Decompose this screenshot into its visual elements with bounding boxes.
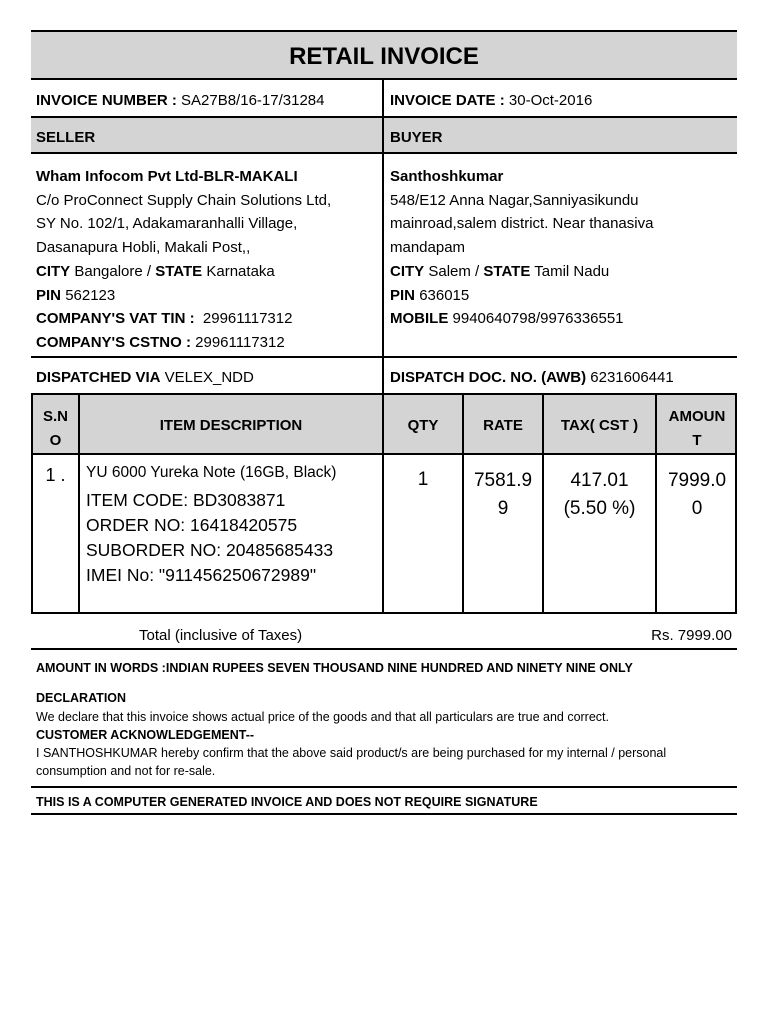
invoice-date-value: 30-Oct-2016	[508, 92, 593, 109]
item-name: YU 6000 Yureka Note (16GB, Black)	[86, 464, 337, 481]
row-description	[86, 464, 336, 588]
seller-cst: COMPANY'S CSTNO : 29961117312	[36, 333, 285, 351]
row-amount: 7999.0 0	[667, 470, 727, 519]
table-bottom-line	[31, 612, 737, 614]
th-qty: QTY	[407, 417, 439, 434]
top-divider	[382, 80, 384, 393]
party-header-bar	[31, 116, 737, 154]
invoice-date-label: INVOICE DATE :	[390, 92, 505, 109]
invoice-number-value: SA27B8/16-17/31284	[181, 92, 325, 109]
invoice-date	[390, 92, 592, 109]
seller-vat: COMPANY'S VAT TIN : 29961117312	[36, 310, 293, 328]
buyer-address-line: mandapam	[390, 239, 466, 257]
th-sno: S.N O	[42, 408, 68, 449]
acknowledgement-line: consumption and not for re-sale.	[36, 764, 216, 778]
buyer-address-line: 548/E12 Anna Nagar,Sanniyasikundu	[390, 191, 639, 209]
buyer-block	[390, 165, 653, 331]
seller-address-line: SY No. 102/1, Adakamaranhalli Village,	[36, 215, 298, 233]
imei-no: IMEI No: "911456250672989"	[86, 565, 317, 585]
th-description: ITEM DESCRIPTION	[159, 417, 303, 434]
buyer-mobile: MOBILE 9940640798/9976336551	[390, 310, 624, 328]
seller-pin: PIN 562123	[36, 286, 116, 304]
declaration-title: DECLARATION	[36, 691, 127, 705]
row-tax: 417.01 (5.50 %)	[563, 470, 636, 519]
invoice-number-label: INVOICE NUMBER :	[36, 92, 177, 109]
total-value: Rs. 7999.00	[651, 627, 732, 644]
buyer-address-line: mainroad,salem district. Near thanasiva	[390, 215, 654, 233]
th-rate: RATE	[483, 417, 523, 434]
seller-header: SELLER	[36, 129, 96, 146]
total-label: Total (inclusive of Taxes)	[139, 627, 303, 644]
declaration-text: We declare that this invoice shows actual price of the goods and that all particulars are true and correct.	[36, 710, 609, 724]
footer-note: THIS IS A COMPUTER GENERATED INVOICE AND DOES NOT REQUIRE SIGNATURE	[36, 795, 538, 809]
th-tax: TAX( CST )	[560, 417, 639, 434]
total-bottom-line	[31, 648, 737, 650]
seller-address-line: Dasanapura Hobli, Makali Post,,	[36, 239, 251, 257]
buyer-pin: PIN 636015	[390, 286, 470, 304]
order-no: ORDER NO: 16418420575	[86, 515, 298, 535]
item-code: ITEM CODE: BD3083871	[86, 490, 286, 510]
dispatch-top-line	[31, 356, 737, 358]
invoice-number	[36, 92, 324, 109]
buyer-header: BUYER	[390, 129, 443, 146]
buyer-city-state: CITY Salem / STATE Tamil Nadu	[390, 262, 610, 280]
th-amount: AMOUN T	[668, 408, 726, 449]
acknowledgement-title: CUSTOMER ACKNOWLEDGEMENT--	[36, 728, 255, 742]
suborder-no: SUBORDER NO: 20485685433	[86, 540, 334, 560]
row-sno: 1 .	[45, 465, 66, 485]
footer-top-line	[31, 786, 737, 788]
row-qty: 1	[417, 469, 429, 490]
seller-name: Wham Infocom Pvt Ltd-BLR-MAKALI	[36, 168, 298, 185]
buyer-name: Santhoshkumar	[390, 168, 504, 185]
seller-city-state: CITY Bangalore / STATE Karnataka	[36, 262, 275, 280]
amount-in-words: AMOUNT IN WORDS :INDIAN RUPEES SEVEN THOUSAND NINE HUNDRED AND NINETY NINE ONLY	[36, 661, 633, 675]
dispatched-via: DISPATCHED VIA VELEX_NDD	[36, 369, 254, 386]
footer-bottom-line	[31, 813, 737, 815]
invoice-title: RETAIL INVOICE	[289, 43, 479, 70]
seller-address-line: C/o ProConnect Supply Chain Solutions Ltd,	[36, 191, 332, 209]
acknowledgement-line: I SANTHOSHKUMAR hereby confirm that the above said product/s are being purchased for my internal / personal	[36, 746, 667, 760]
seller-block	[36, 165, 331, 355]
dispatch-doc: DISPATCH DOC. NO. (AWB) 6231606441	[390, 369, 674, 386]
row-rate: 7581.9 9	[473, 470, 533, 519]
